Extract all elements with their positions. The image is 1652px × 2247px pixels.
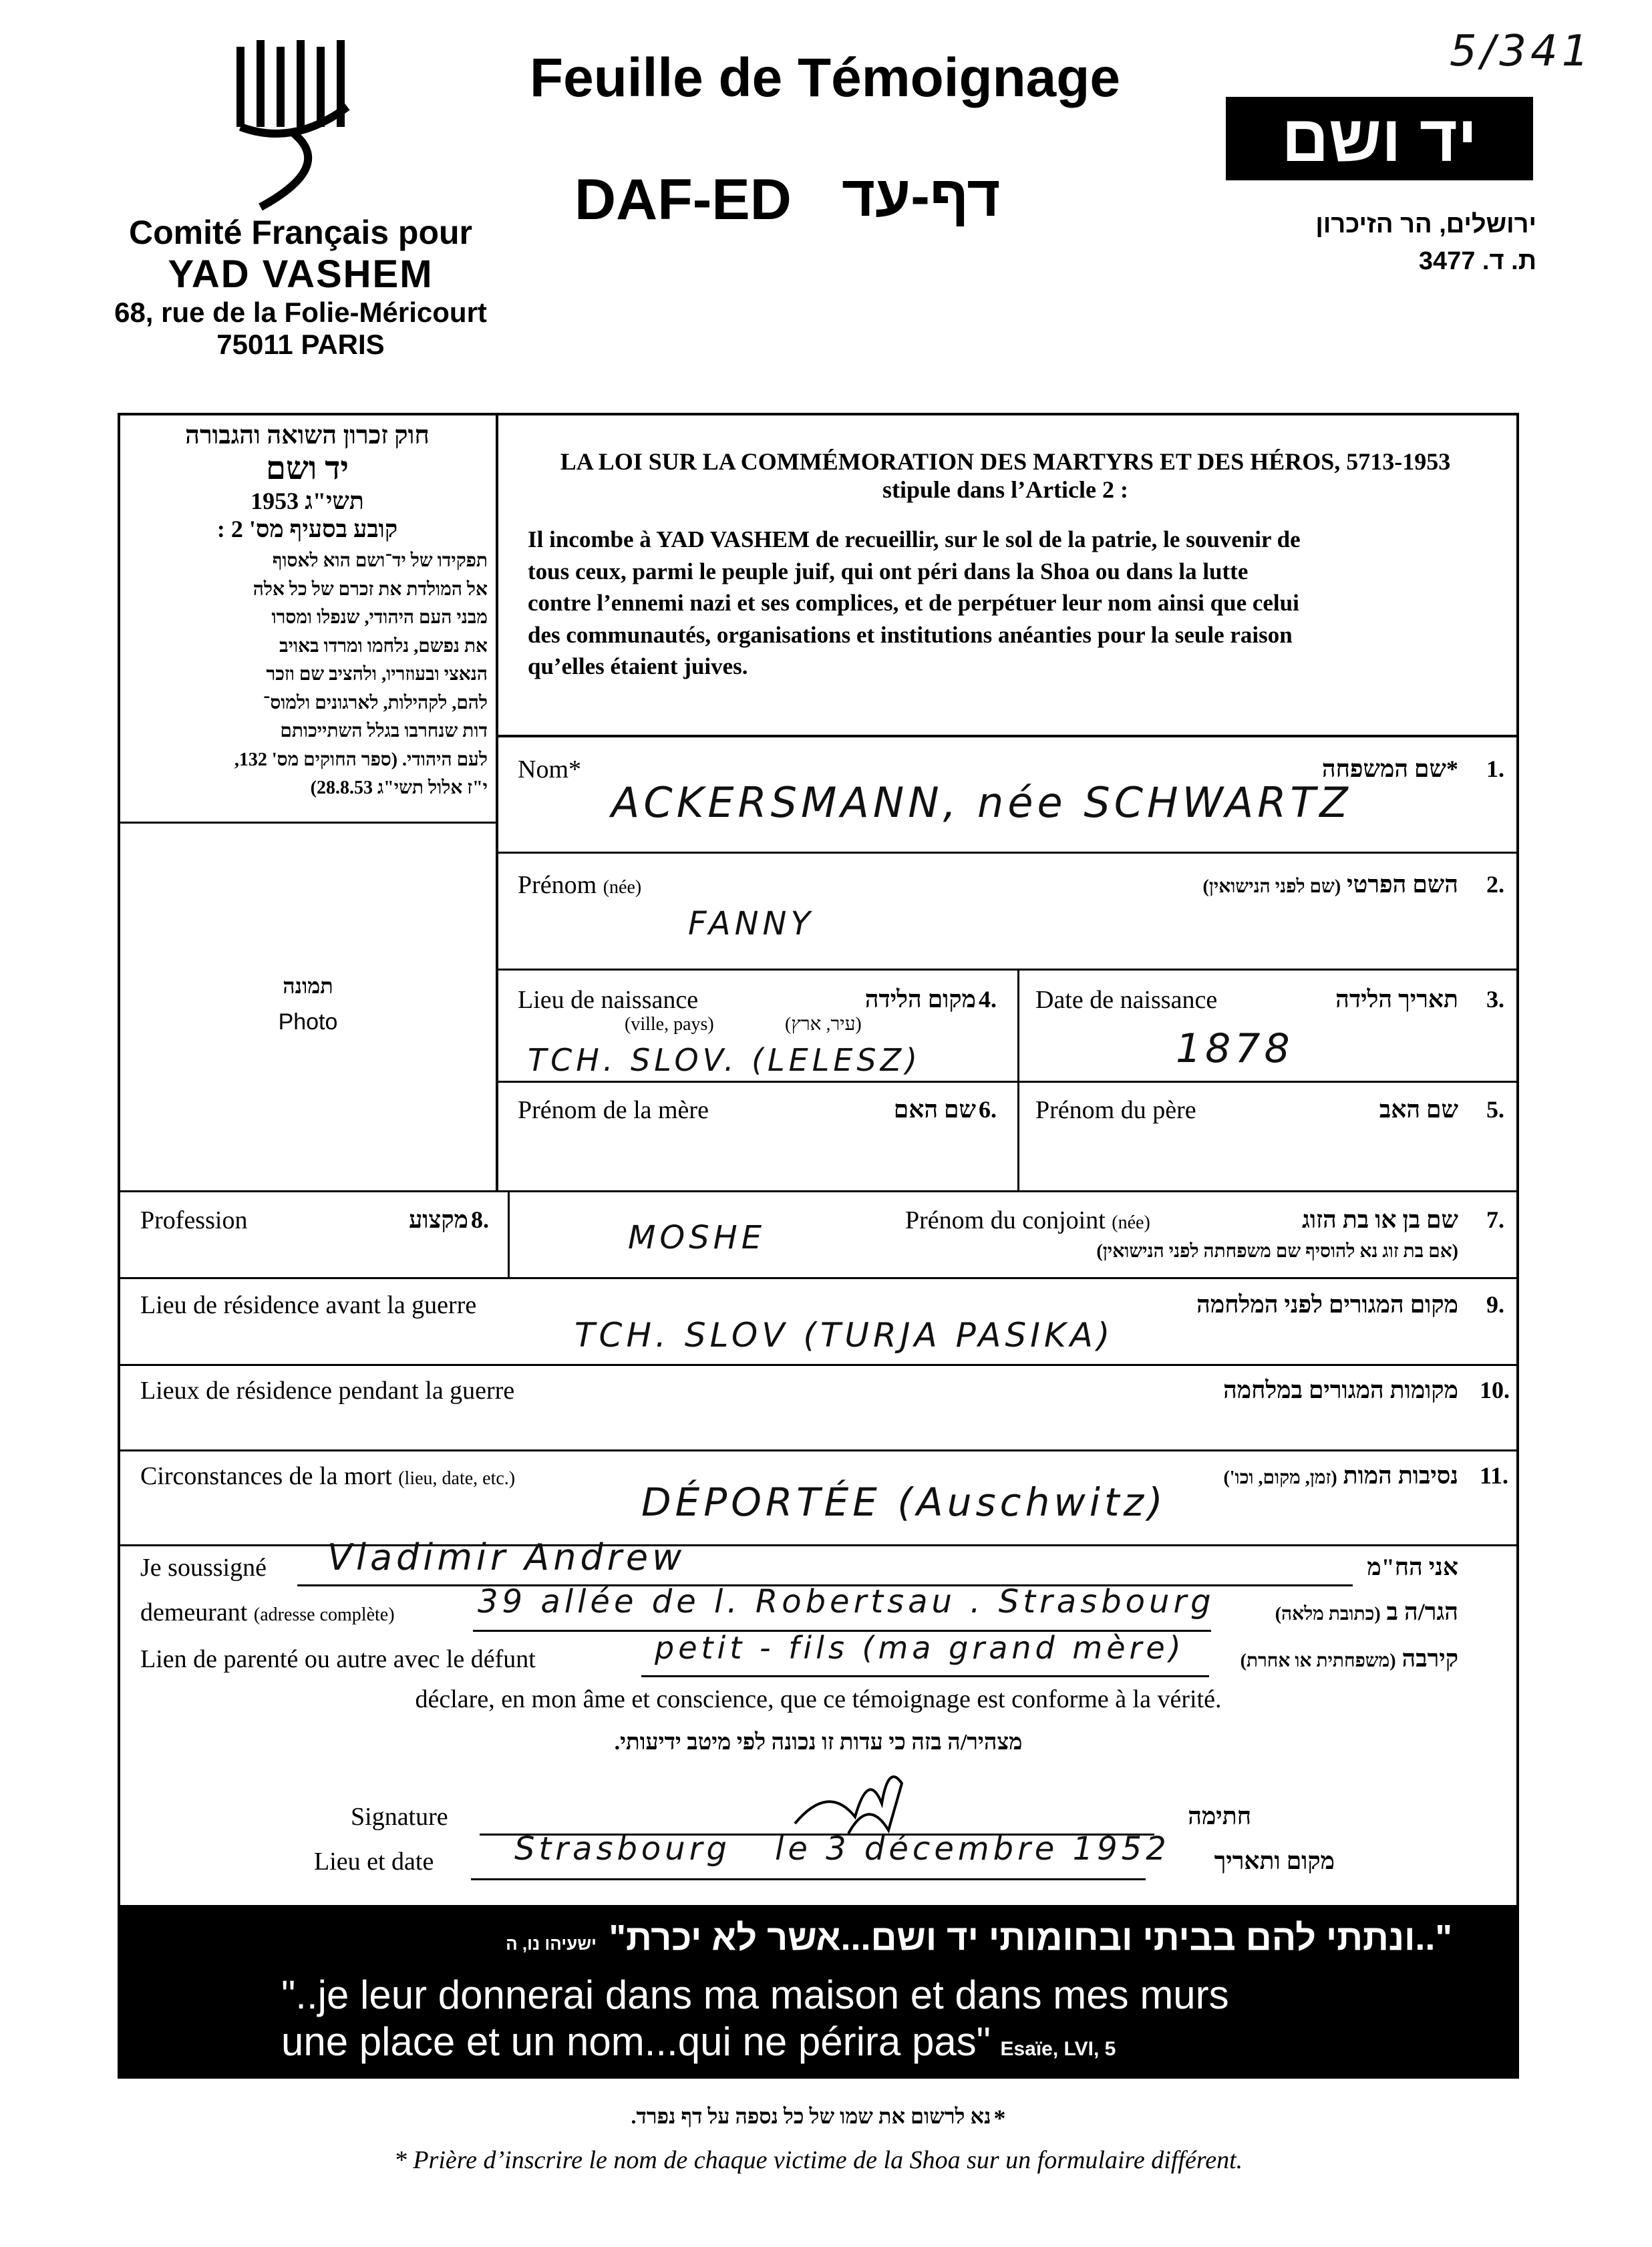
- lien-value[interactable]: petit - fils (ma grand mère): [655, 1630, 1185, 1666]
- profession-num: 8.: [471, 1206, 489, 1233]
- mort-label: Circonstances de la mort: [140, 1462, 392, 1490]
- photo-label: Photo: [278, 1009, 338, 1035]
- conjoint-hebrew: שם בן או בת הזוג: [1302, 1206, 1458, 1233]
- law-hebrew-org: יד ושם: [266, 451, 349, 486]
- daf-ed-latin: DAF-ED: [574, 168, 792, 232]
- demeurant-value[interactable]: 39 allée de l. Robertsau . Strasbourg: [478, 1583, 1215, 1620]
- conjoint-num: 7.: [1486, 1206, 1504, 1233]
- pobox: ת. ד. 3477: [1418, 247, 1536, 275]
- date-naissance-label: Date de naissance: [1035, 986, 1218, 1014]
- photo-label-hebrew: תמונה: [283, 974, 333, 998]
- residence-avant-label: Lieu de résidence avant la guerre: [140, 1291, 477, 1319]
- law-french-line: qu’elles étaient juives.: [528, 653, 748, 680]
- law-hebrew-line: אל המולדת את זכרם של כל אלה: [253, 578, 488, 600]
- banner-french-ref: Esaïe, LVI, 5: [1000, 2038, 1116, 2060]
- demeurant-label: demeurant: [140, 1598, 248, 1626]
- law-hebrew-article: קובע בסעיף מס' 2 :: [216, 516, 398, 542]
- date-value[interactable]: le 3 décembre 1952: [775, 1830, 1170, 1868]
- signature-label: Signature: [351, 1803, 448, 1831]
- footer-hebrew: נא לרשום את שמו של כל נספה על דף נפרד.: [631, 2104, 991, 2128]
- law-hebrew-line: תפקידו של יד־ושם הוא לאסוף: [272, 550, 488, 571]
- law-french-subtitle: stipule dans l’Article 2 :: [882, 476, 1128, 503]
- date-naissance-hebrew: תאריך הלידה: [1335, 986, 1458, 1013]
- residence-pendant-label: Lieux de résidence pendant la guerre: [140, 1377, 515, 1405]
- demeurant-hebrew-sub: (כתובת מלאה): [1275, 1604, 1381, 1624]
- prenom-pere-hebrew: שם האב: [1379, 1096, 1458, 1123]
- law-hebrew-line: מבני העם היהודי, שנפלו ומסרו: [271, 607, 488, 629]
- prenom-pere-label: Prénom du père: [1035, 1096, 1196, 1124]
- prenom-pere-num: 5.: [1486, 1096, 1504, 1123]
- daf-ed-hebrew: דף-עד: [842, 164, 1001, 228]
- prenom-hebrew: השם הפרטי: [1347, 871, 1458, 898]
- law-hebrew-line: להם, לקהילות, לארגונים ולמוס־: [263, 692, 488, 713]
- prenom-mere-num: 6.: [979, 1096, 997, 1123]
- prenom-hebrew-sub: (שם לפני הנישואין): [1202, 876, 1341, 897]
- footer-french: * Prière d’inscrire le nom de chaque victime de la Shoa sur un formulaire différent.: [393, 2146, 1243, 2174]
- banner-french-line2: une place et un nom...qui ne périra pas": [281, 2019, 991, 2064]
- soussigne-hebrew: אני הח"מ: [1367, 1554, 1458, 1580]
- lieu-naissance-sub: (ville, pays): [625, 1014, 714, 1035]
- lien-hebrew: קירבה: [1401, 1645, 1458, 1672]
- reference-number: 5/341: [1450, 27, 1593, 76]
- nom-num: 1.: [1486, 755, 1504, 782]
- form-title: Feuille de Témoignage: [530, 47, 1120, 108]
- prenom-sub: (née): [603, 877, 642, 898]
- nom-hebrew: שם המשפחה: [1321, 755, 1446, 782]
- law-french-line: tous ceux, parmi le peuple juif, qui ont péri dans la Shoa ou dans la lutte: [528, 558, 1249, 584]
- residence-avant-value[interactable]: TCH. SLOV (TURJA PASIKA): [574, 1316, 1114, 1355]
- banner-hebrew-ref: ישעיהו נו, ה: [506, 1934, 597, 1954]
- law-french-line: des communautés, organisations et institutions anéanties pour la seule raison: [528, 621, 1293, 648]
- law-hebrew-title: חוק זכרון השואה והגבורה: [185, 421, 430, 450]
- law-hebrew-line: לעם היהודי. (ספר החוקים מס' 132,: [234, 749, 488, 770]
- demeurant-sub: (adresse complète): [253, 1604, 395, 1625]
- mort-hebrew: נסיבות המות: [1343, 1462, 1458, 1489]
- law-hebrew-year: תשי"ג 1953: [251, 488, 364, 514]
- lieu-naissance-value[interactable]: TCH. SLOV. (LELESZ): [528, 1042, 922, 1078]
- date-naissance-value[interactable]: 1878: [1176, 1025, 1294, 1072]
- lieu-date-label: Lieu et date: [314, 1848, 434, 1876]
- lieu-naissance-hebrew: מקום הלידה: [864, 986, 976, 1013]
- lieu-value[interactable]: Strasbourg: [514, 1830, 731, 1868]
- conjoint-value[interactable]: MOSHE: [628, 1219, 766, 1256]
- photo-area: [120, 824, 496, 1190]
- conjoint-sub: (née): [1112, 1212, 1150, 1233]
- lieu-naissance-hebrew-sub: (עיר, ארץ): [785, 1014, 862, 1035]
- conjoint-hebrew-sub: (אם בת זוג נא להוסיף שם משפחתה לפני הנישואין): [1096, 1241, 1458, 1262]
- declaration-hebrew: מצהיר/ה בזה כי עדות זו נכונה לפי מיטב ידיעותי.: [614, 1730, 1023, 1755]
- mort-hebrew-sub: (זמן, מקום, וכו'): [1223, 1467, 1337, 1488]
- date-naissance-num: 3.: [1486, 986, 1504, 1013]
- law-french-line: contre l’ennemi nazi et ses complices, et de perpétuer leur nom ainsi que celui: [528, 590, 1299, 617]
- quote-banner: [118, 1905, 1519, 2079]
- org-address-1: 68, rue de la Folie-Méricourt: [114, 297, 487, 329]
- residence-avant-hebrew: מקום המגורים לפני המלחמה: [1196, 1291, 1458, 1318]
- law-hebrew-line: הנאצי ובעוזריו, ולהציב שם וזכר: [266, 664, 488, 685]
- profession-label: Profession: [140, 1206, 248, 1234]
- law-french-line: Il incombe à YAD VASHEM de recueillir, sur le sol de la patrie, le souvenir de: [528, 526, 1301, 552]
- banner-hebrew: "..ונתתי להם בביתי ובחומותי יד ושם...אשר לא יכרת": [609, 1918, 1452, 1958]
- org-name: YAD VASHEM: [168, 252, 434, 296]
- residence-pendant-hebrew: מקומות המגורים במלחמה: [1223, 1377, 1458, 1403]
- committee-name: Comité Français pour: [129, 214, 472, 251]
- residence-pendant-num: 10.: [1480, 1377, 1510, 1403]
- nom-star: *: [568, 755, 581, 784]
- conjoint-label: Prénom du conjoint: [905, 1206, 1106, 1234]
- prenom-num: 2.: [1486, 871, 1504, 898]
- jerusalem-address: ירושלים, הר הזיכרון: [1315, 210, 1536, 238]
- nom-value[interactable]: ACKERSMANN, née SCHWARTZ: [611, 778, 1352, 827]
- lieu-naissance-num: 4.: [979, 986, 997, 1013]
- mort-num: 11.: [1480, 1462, 1509, 1489]
- law-hebrew-line: דות שנחרבו בגלל השתייכותם: [280, 721, 488, 742]
- lien-hebrew-sub: (משפחתית או אחרת): [1240, 1651, 1396, 1671]
- prenom-mere-hebrew: שם האם: [893, 1096, 976, 1123]
- residence-avant-num: 9.: [1486, 1291, 1504, 1318]
- law-hebrew-line: י"ז אלול תשי"ג 28.8.53): [310, 777, 488, 799]
- prenom-label: Prénom: [518, 871, 597, 899]
- menorah-logo-icon: [220, 33, 367, 220]
- lieu-naissance-label: Lieu de naissance: [518, 986, 699, 1014]
- prenom-value[interactable]: FANNY: [688, 905, 814, 942]
- mort-value[interactable]: DÉPORTÉE (Auschwitz): [641, 1480, 1167, 1525]
- declaration-french: déclare, en mon âme et conscience, que ce témoignage est conforme à la vérité.: [415, 1685, 1222, 1713]
- lieu-date-hebrew: מקום ותאריך: [1214, 1848, 1335, 1874]
- banner-french-line1: "..je leur donnerai dans ma maison et dans mes murs: [281, 1972, 1229, 2017]
- footer-hebrew-star: *: [993, 2105, 1006, 2131]
- profession-hebrew: מקצוע: [408, 1206, 468, 1233]
- soussigne-value[interactable]: Vladimir Andrew: [327, 1536, 686, 1578]
- signature-hebrew: חתימה: [1188, 1803, 1251, 1830]
- lien-label: Lien de parenté ou autre avec le défunt: [140, 1645, 536, 1673]
- law-hebrew-line: את נפשם, נלחמו ומרדו באויב: [279, 635, 488, 657]
- org-address-2: 75011 PARIS: [216, 329, 385, 361]
- nom-hebrew-star: *: [1446, 755, 1458, 782]
- demeurant-hebrew: הגר/ה ב: [1386, 1598, 1458, 1625]
- soussigne-label: Je soussigné: [140, 1554, 267, 1582]
- nom-label: Nom: [518, 755, 568, 784]
- yad-vashem-logo-text: יד ושם: [1281, 102, 1478, 175]
- yad-vashem-logo: [1226, 97, 1533, 180]
- law-french-title: LA LOI SUR LA COMMÉMORATION DES MARTYRS ET DES HÉROS, 5713-1953: [560, 448, 1451, 475]
- prenom-mere-label: Prénom de la mère: [518, 1096, 709, 1124]
- mort-sub: (lieu, date, etc.): [398, 1468, 516, 1489]
